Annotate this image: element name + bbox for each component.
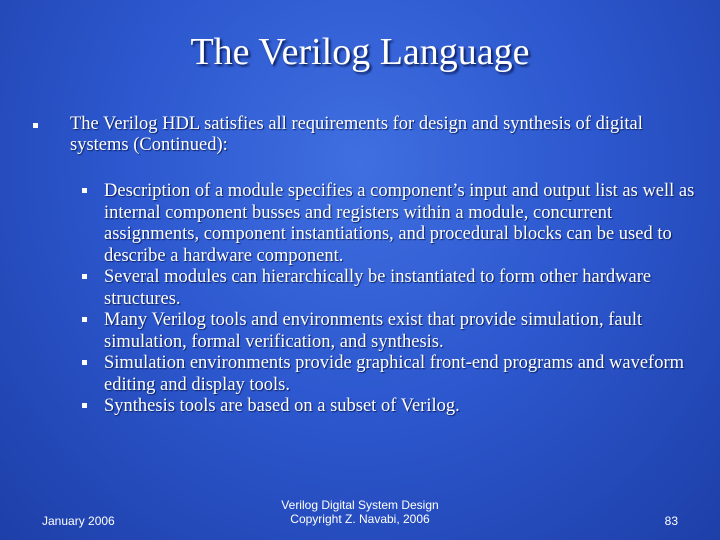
sub-bullet-item: [104, 353, 704, 396]
footer-copyright: Copyright Z. Navabi, 2006: [290, 512, 430, 526]
sub-bullet-item: [104, 310, 704, 353]
square-bullet-icon: [82, 188, 87, 193]
square-bullet-icon: [33, 123, 38, 128]
main-bullet-text: The Verilog HDL satisfies all requirements for design and synthesis of digital systems (Continued):: [70, 114, 643, 155]
footer-course-title: Verilog Digital System Design: [281, 498, 439, 512]
square-bullet-icon: [82, 317, 87, 322]
footer-date: January 2006: [42, 514, 115, 528]
slide-title: The Verilog Language: [190, 31, 530, 73]
footer-center: [0, 498, 720, 526]
slide-footer: [0, 470, 720, 540]
sub-bullet-item: [104, 267, 704, 310]
sub-bullet-list: [104, 181, 704, 418]
sub-bullet-text: Several modules can hierarchically be instantiated to form other hardware structures.: [104, 267, 652, 309]
sub-bullet-text: Simulation environments provide graphical front-end programs and waveform editing and display tools.: [104, 353, 685, 395]
sub-bullet-text: Synthesis tools are based on a subset of Verilog.: [104, 396, 460, 416]
sub-bullet-text: Description of a module specifies a component’s input and output list as well as internal component busses and registers within a module, concurrent assignments, component instantiations, and procedural blocks can be used to describe a hardware component.: [104, 181, 695, 266]
sub-bullet-item: [104, 396, 704, 418]
square-bullet-icon: [82, 274, 87, 279]
page-number: 83: [664, 514, 678, 528]
sub-bullet-text: Many Verilog tools and environments exist that provide simulation, fault simulation, formal verification, and synthesis.: [104, 310, 643, 352]
square-bullet-icon: [82, 360, 87, 365]
square-bullet-icon: [82, 403, 87, 408]
sub-bullet-item: [104, 181, 704, 267]
